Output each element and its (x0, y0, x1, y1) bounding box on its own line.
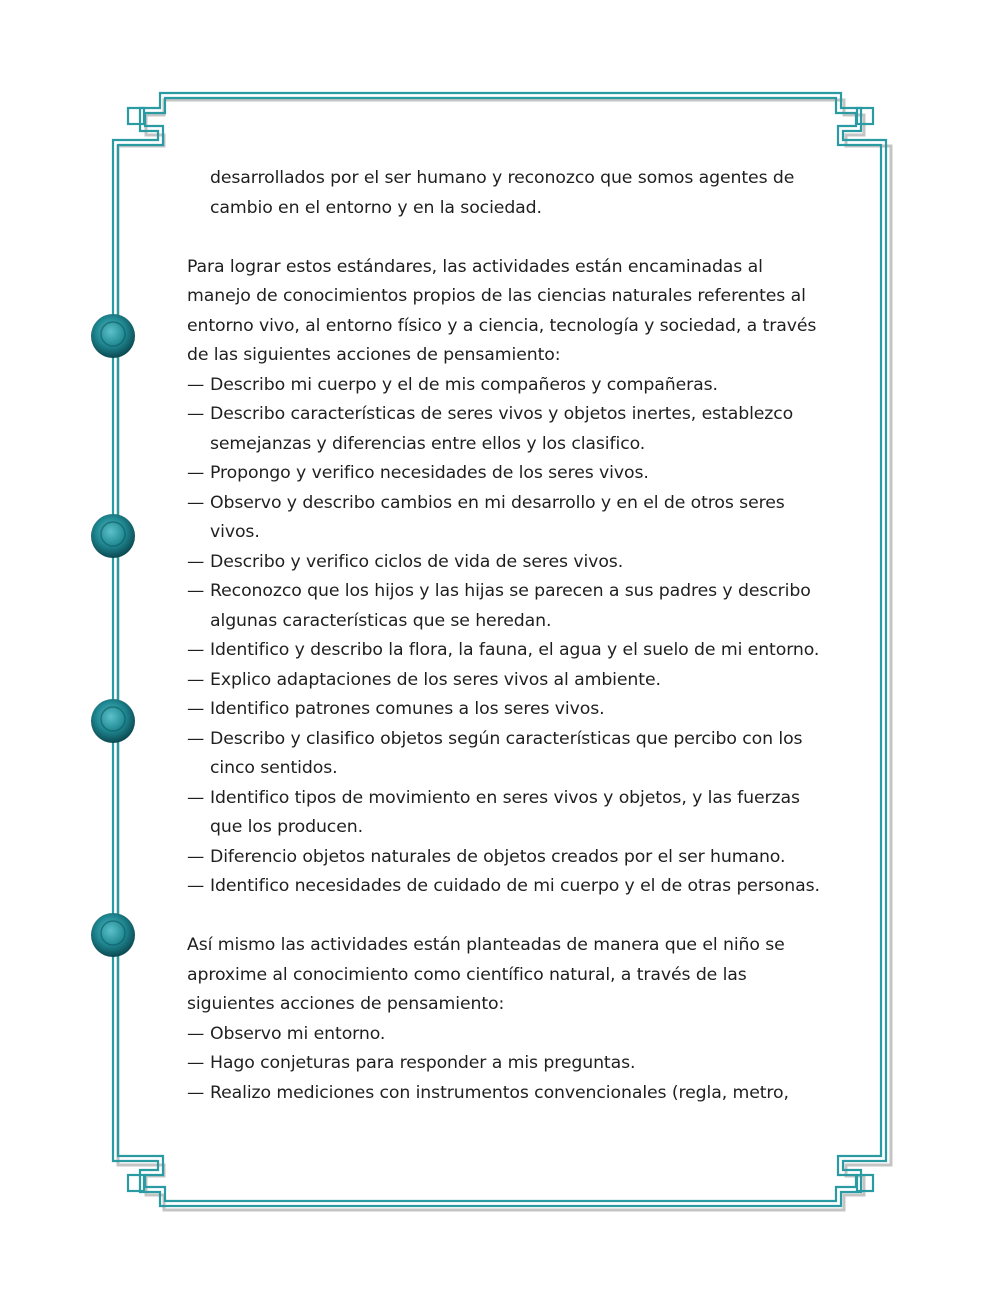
section1-paragraph: Para lograr estos estándares, las actividades están encaminadas al manejo de conocimientos propios de las ciencias naturales referentes al entorno vivo, al entorno físico y a ciencia, tecnología y sociedad, a través de las siguientes acciones de pensamiento: (187, 256, 817, 365)
dash-marker: — (187, 492, 205, 513)
dash-marker: — (187, 846, 205, 867)
list-item: — Identifico tipos de movimiento en seres vivos y objetos, y las fuerzas que los producen. (187, 784, 827, 843)
section2-paragraph: Así mismo las actividades están planteadas de manera que el niño se aproxime al conocimiento como científico natural, a través de las siguientes acciones de pensamiento: (187, 935, 785, 1014)
dash-marker: — (187, 551, 205, 572)
section1-list (187, 371, 827, 902)
intro-continuation-text: desarrollados por el ser humano y reconozco que somos agentes de cambio en el entorno y en la sociedad. (210, 168, 795, 218)
list-item: — Observo mi entorno. (187, 1020, 827, 1050)
list-item: — Identifico y describo la flora, la fauna, el agua y el suelo de mi entorno. (187, 636, 827, 666)
dash-marker: — (187, 876, 205, 896)
list-item: — Identifico necesidades de cuidado de mi cuerpo y el de otras personas. (187, 872, 827, 902)
dash-marker: — (187, 699, 205, 719)
dash-marker: — (187, 404, 205, 424)
dash-marker: — (187, 728, 205, 749)
dash-marker: — (187, 787, 205, 808)
list-item: — Describo y verifico ciclos de vida de seres vivos. (187, 548, 827, 578)
border-bead-2 (90, 513, 136, 559)
list-item: — Propongo y verifico necesidades de los seres vivos. (187, 459, 827, 489)
list-item: — Explico adaptaciones de los seres vivos al ambiente. (187, 666, 827, 696)
dash-marker: — (187, 1082, 205, 1103)
list-item: — Describo características de seres vivos y objetos inertes, establezco semejanzas y diferencias entre ellos y los clasifico. (187, 400, 827, 459)
list-item: — Diferencio objetos naturales de objetos creados por el ser humano. (187, 843, 827, 873)
dash-marker: — (187, 463, 205, 483)
border-bead-3 (90, 698, 136, 744)
list-item: — Reconozco que los hijos y las hijas se parecen a sus padres y describo algunas características que se heredan. (187, 577, 827, 636)
list-item: — Describo mi cuerpo y el de mis compañeros y compañeras. (187, 371, 827, 401)
dash-marker: — (187, 1053, 205, 1073)
dash-marker: — (187, 640, 205, 660)
list-item: — Hago conjeturas para responder a mis preguntas. (187, 1049, 827, 1079)
border-bead-4 (90, 912, 136, 958)
border-bead-1 (90, 313, 136, 359)
dash-marker: — (187, 1023, 205, 1044)
section2-list (187, 1020, 827, 1109)
list-item: — Describo y clasifico objetos según características que percibo con los cinco sentidos. (187, 725, 827, 784)
dash-marker: — (187, 669, 205, 690)
dash-marker: — (187, 374, 205, 395)
page-content (187, 164, 827, 1108)
list-item: — Observo y describo cambios en mi desarrollo y en el de otros seres vivos. (187, 489, 827, 548)
list-item: — Realizo mediciones con instrumentos convencionales (regla, metro, (187, 1079, 827, 1109)
list-item: — Identifico patrones comunes a los seres vivos. (187, 695, 827, 725)
dash-marker: — (187, 581, 205, 601)
